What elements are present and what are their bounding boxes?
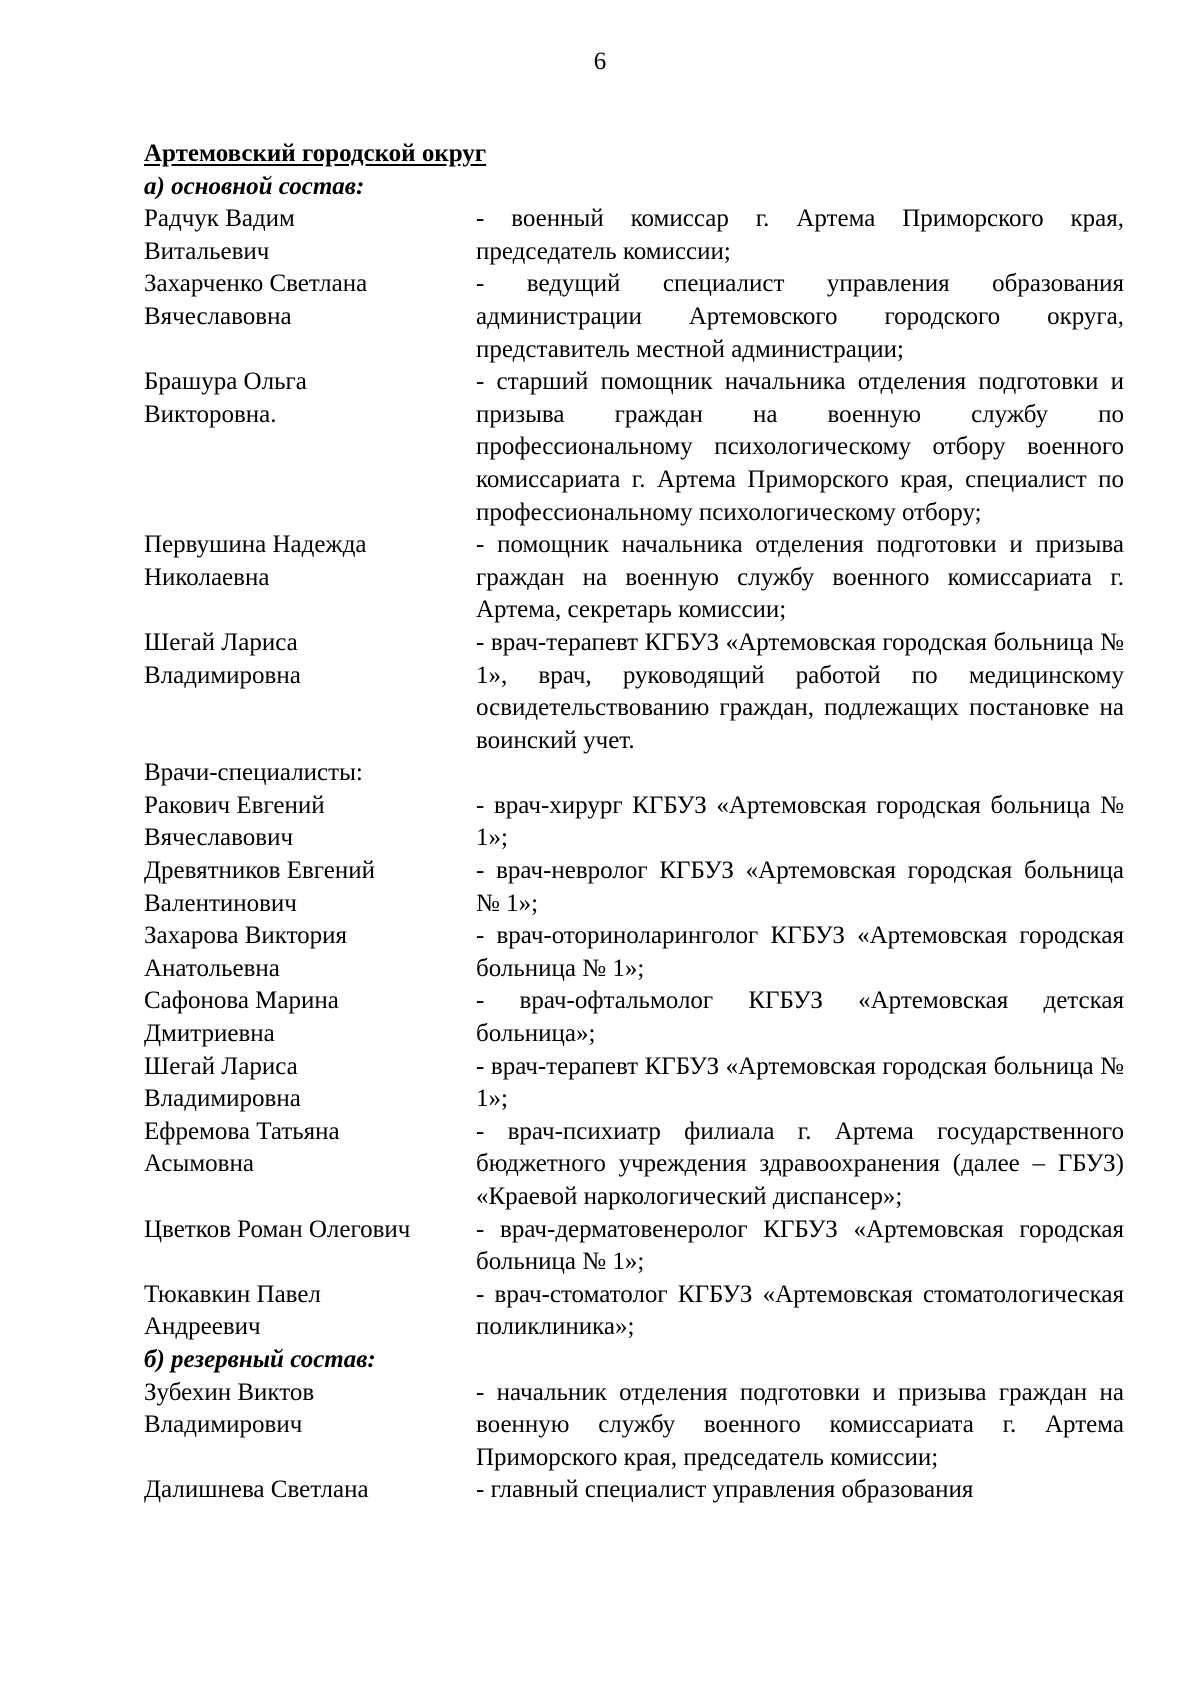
doctor-name bbox=[144, 1051, 476, 1116]
page-number: 6 bbox=[593, 48, 607, 75]
member-name-line: Первушина Надежда bbox=[144, 531, 367, 559]
doctor-role: - врач-терапевт КГБУЗ «Артемовская городская больница № 1»; bbox=[476, 1052, 1124, 1113]
doctor-name-line: Цветков Роман Олегович bbox=[144, 1215, 411, 1243]
member-row bbox=[144, 529, 1124, 627]
main-composition-label: а) основной состав: bbox=[144, 172, 365, 200]
member-row bbox=[144, 627, 1124, 757]
member-name-line: Николаевна bbox=[144, 563, 270, 591]
member-name-line: Витальевич bbox=[144, 237, 270, 265]
reserve-member-name-line: Далишнева Светлана bbox=[144, 1476, 369, 1504]
member-role: - ведущий специалист управления образования администрации Артемовского городского округа, представитель местной администрации; bbox=[476, 270, 1124, 363]
doctor-row bbox=[144, 1051, 1124, 1116]
doctor-role: - врач-хирург КГБУЗ «Артемовская городская больница № 1»; bbox=[476, 791, 1124, 852]
doctor-name bbox=[144, 790, 476, 855]
reserve-member-name bbox=[144, 1474, 476, 1507]
doctor-role: - врач-невролог КГБУЗ «Артемовская городская больница № 1»; bbox=[476, 857, 1124, 917]
doctor-name bbox=[144, 1214, 476, 1279]
doctor-name-line: Валентинович bbox=[144, 889, 297, 917]
doctor-name-line: Шегай Лариса bbox=[144, 1052, 298, 1080]
reserve-member-role: - главный специалист управления образования bbox=[476, 1476, 974, 1504]
member-name-line: Радчук Вадим bbox=[144, 205, 295, 233]
member-name bbox=[144, 366, 476, 529]
doctor-name-line: Тюкавкин Павел bbox=[144, 1280, 321, 1308]
doctor-row bbox=[144, 985, 1124, 1050]
reserve-member-row bbox=[144, 1377, 1124, 1475]
reserve-member-name-line: Владимирович bbox=[144, 1411, 303, 1439]
member-row bbox=[144, 268, 1124, 366]
doctor-row bbox=[144, 855, 1124, 920]
doctor-role: - врач-психиатр филиала г. Артема государственного бюджетного учреждения здравоохранения (далее – ГБУЗ) «Краевой наркологический диспансер»; bbox=[476, 1117, 1124, 1210]
doctor-row bbox=[144, 790, 1124, 855]
member-name-line: Шегай Лариса bbox=[144, 628, 298, 656]
doctor-row bbox=[144, 1279, 1124, 1344]
member-name-line: Владимировна bbox=[144, 661, 301, 689]
reserve-member-row bbox=[144, 1474, 1124, 1507]
doctors-label: Врачи-специалисты: bbox=[144, 759, 363, 787]
member-role: - врач-терапевт КГБУЗ «Артемовская городская больница № 1», врач, руководящий работой по медицинскому освидетельствованию граждан, подлежащих постановке на воинский учет. bbox=[476, 628, 1124, 754]
reserve-composition-label: б) резервный состав: bbox=[144, 1345, 376, 1373]
doctor-name-line: Владимировна bbox=[144, 1085, 301, 1113]
doctor-name-line: Дмитриевна bbox=[144, 1020, 275, 1048]
member-name bbox=[144, 203, 476, 268]
doctor-row bbox=[144, 920, 1124, 985]
member-name bbox=[144, 529, 476, 627]
member-name-line: Викторовна. bbox=[144, 400, 277, 428]
doctor-row bbox=[144, 1214, 1124, 1279]
member-role: - военный комиссар г. Артема Приморского края, председатель комиссии; bbox=[476, 205, 1124, 265]
member-row bbox=[144, 366, 1124, 529]
doctor-name-line: Сафонова Марина bbox=[144, 987, 339, 1015]
doctor-row bbox=[144, 1116, 1124, 1214]
doctor-role: - врач-стоматолог КГБУЗ «Артемовская стоматологическая поликлиника»; bbox=[476, 1280, 1124, 1341]
doctor-role: - врач-дерматовенеролог КГБУЗ «Артемовская городская больница № 1»; bbox=[476, 1215, 1124, 1276]
doctor-name-line: Ефремова Татьяна bbox=[144, 1117, 340, 1145]
doctor-role: - врач-оториноларинголог КГБУЗ «Артемовская городская больница № 1»; bbox=[476, 922, 1124, 982]
member-role: - старший помощник начальника отделения подготовки и призыва граждан на военную службу по профессиональному психологическому отбору военного комиссариата г. Артема Приморского края, специалист по профессиональному психологическому отбору; bbox=[476, 368, 1124, 526]
doctor-role: - врач-офтальмолог КГБУЗ «Артемовская детская больница»; bbox=[476, 987, 1124, 1048]
document-body bbox=[144, 138, 1124, 1507]
doctor-name-line: Древятников Евгений bbox=[144, 857, 375, 885]
member-row bbox=[144, 203, 1124, 268]
doctor-name-line: Андреевич bbox=[144, 1313, 261, 1341]
doctor-name-line: Асымовна bbox=[144, 1150, 254, 1178]
member-name bbox=[144, 268, 476, 366]
doctor-name-line: Вячеславович bbox=[144, 824, 294, 852]
doctor-name bbox=[144, 1279, 476, 1344]
doctor-name bbox=[144, 920, 476, 985]
doctor-name-line: Ракович Евгений bbox=[144, 791, 325, 819]
main-members-list bbox=[144, 203, 1124, 757]
member-name-line: Захарченко Светлана bbox=[144, 270, 368, 298]
member-role: - помощник начальника отделения подготовки и призыва граждан на военную службу военного комиссариата г. Артема, секретарь комиссии; bbox=[476, 531, 1124, 624]
section-title: Артемовский городской округ bbox=[144, 140, 487, 167]
doctor-name bbox=[144, 1116, 476, 1214]
reserve-members-list bbox=[144, 1377, 1124, 1507]
reserve-member-name-line: Зубехин Виктов bbox=[144, 1378, 315, 1406]
doctors-list bbox=[144, 790, 1124, 1344]
doctor-name bbox=[144, 855, 476, 920]
member-name-line: Брашура Ольга bbox=[144, 368, 307, 396]
member-name bbox=[144, 627, 476, 757]
member-name-line: Вячеславовна bbox=[144, 302, 292, 330]
doctor-name bbox=[144, 985, 476, 1050]
reserve-member-role: - начальник отделения подготовки и призыва граждан на военную службу военного комиссариата г. Артема Приморского края, председатель комиссии; bbox=[476, 1378, 1124, 1471]
reserve-member-name bbox=[144, 1377, 476, 1475]
doctor-name-line: Анатольевна bbox=[144, 954, 280, 982]
doctor-name-line: Захарова Виктория bbox=[144, 922, 348, 950]
